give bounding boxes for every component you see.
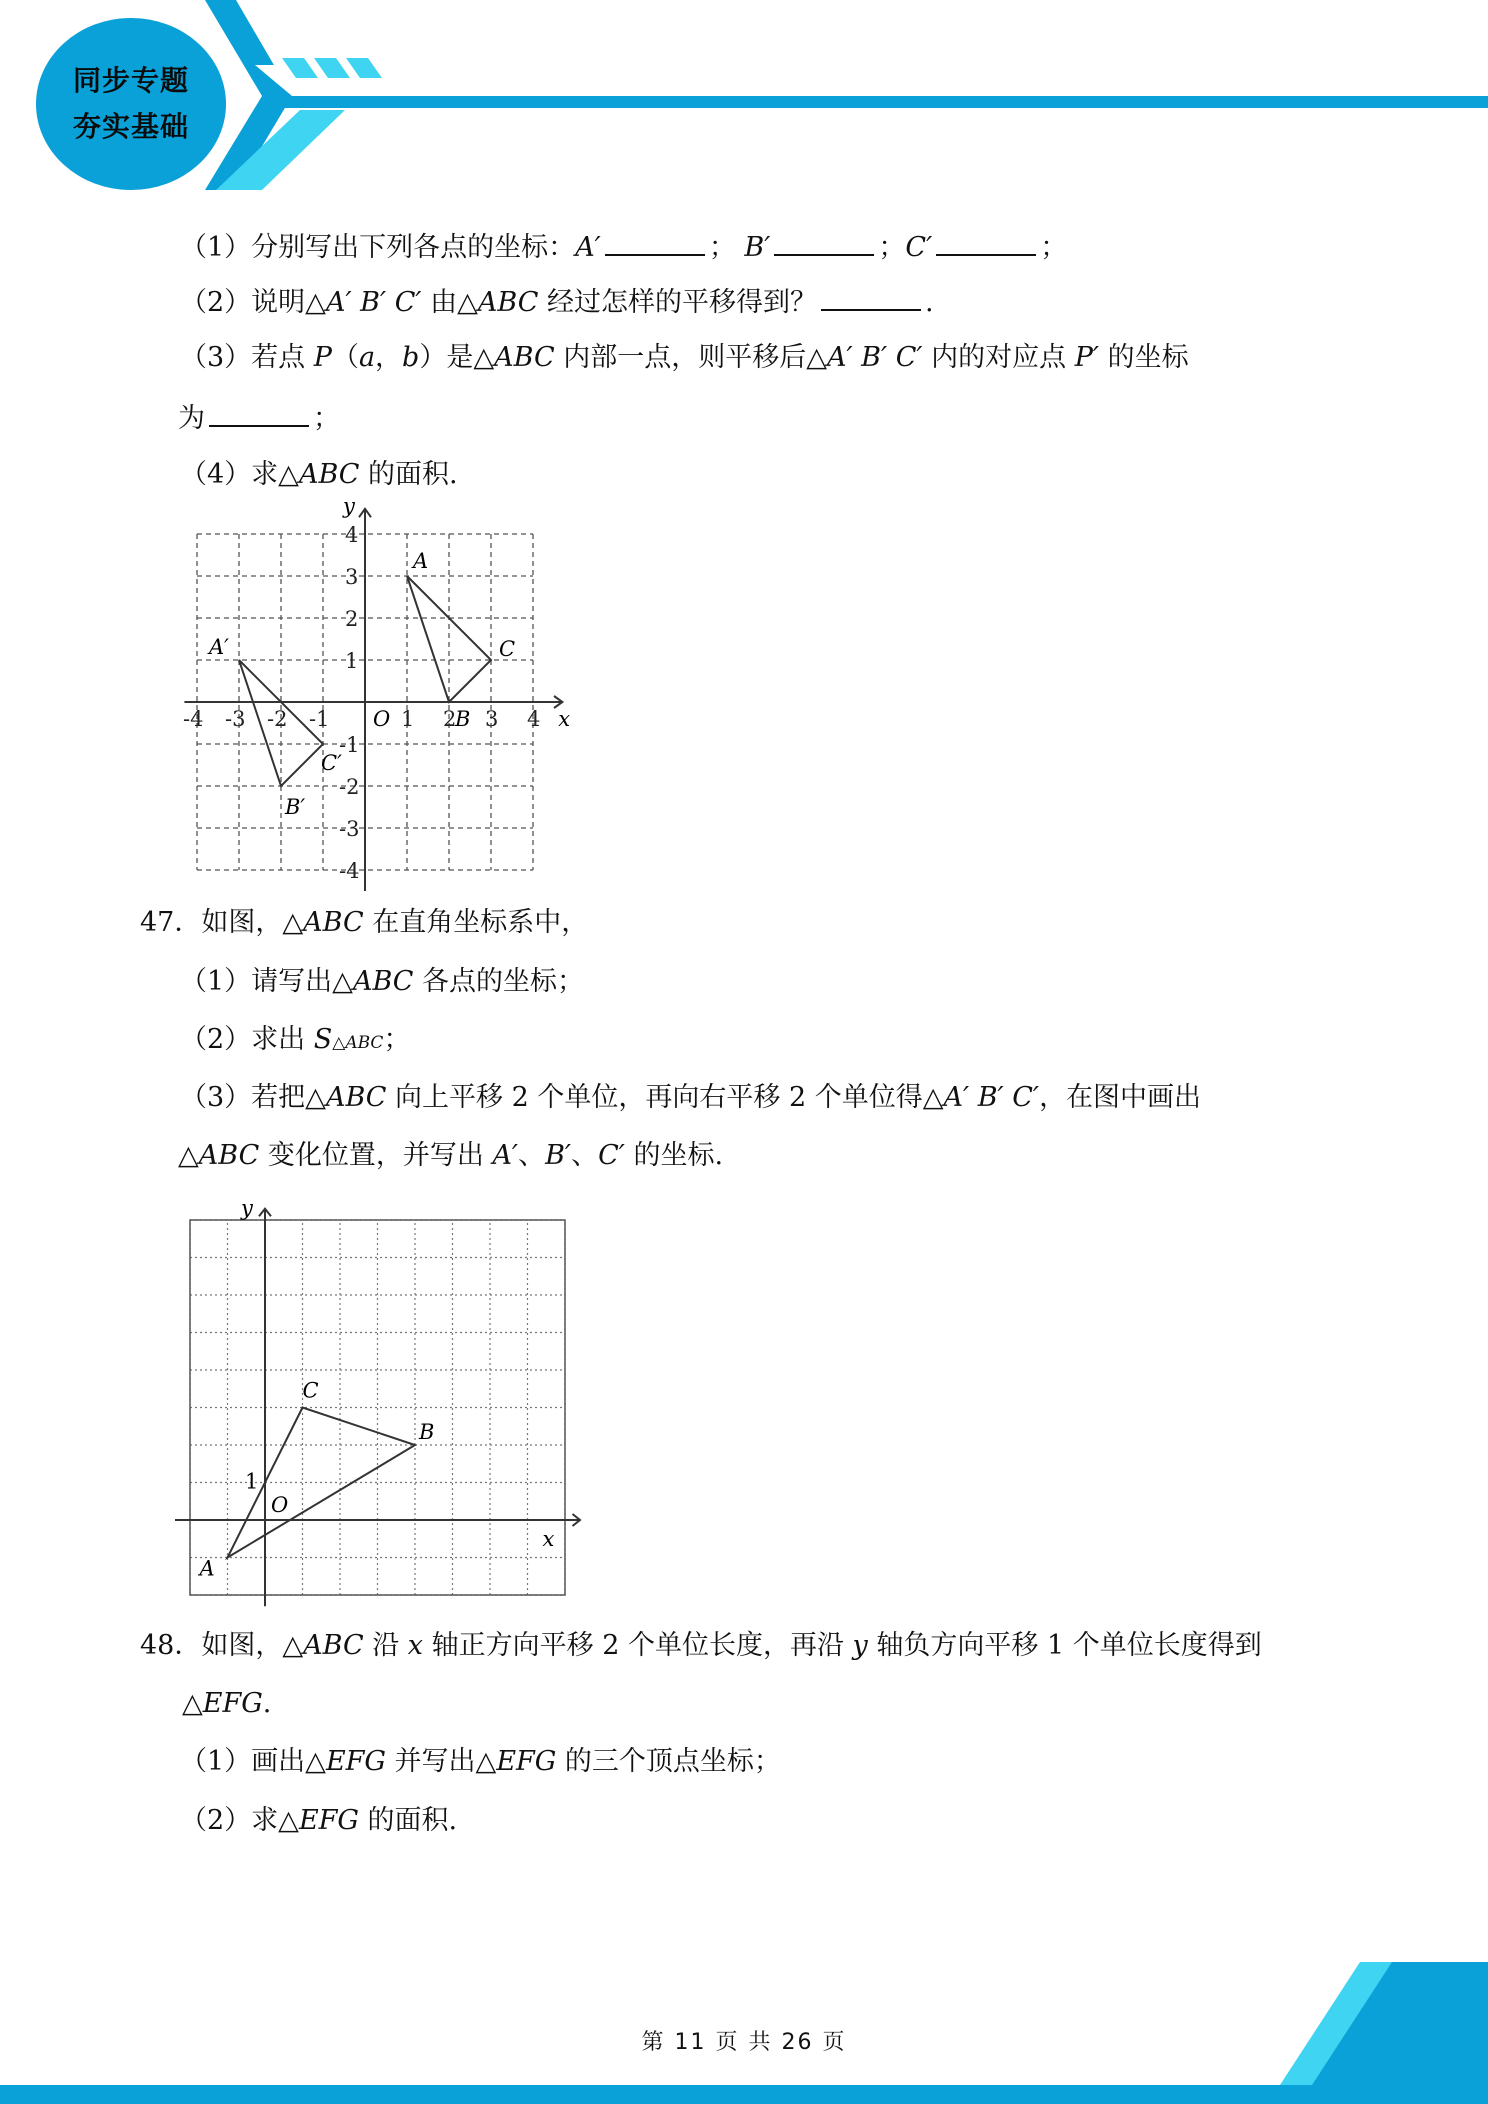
page-number: 第 11 页 共 26 页 (641, 2030, 847, 2055)
sep: ； (878, 232, 906, 263)
t: A′ (492, 1140, 519, 1171)
q46-cp: C′ (905, 232, 933, 263)
t: a (358, 342, 376, 373)
q46-part3 (180, 341, 1189, 375)
t: （4）求△ (180, 459, 299, 490)
t: 内的对应点 (922, 342, 1075, 373)
t: △ (178, 1140, 199, 1171)
t: EFG (496, 1746, 557, 1777)
x-tick-label: -1 (309, 707, 330, 731)
y-axis-label: y (343, 500, 355, 518)
point-label-ap: A′ (209, 635, 229, 659)
x-tick-label: 2 (443, 707, 457, 731)
t: 各点的坐标； (413, 966, 585, 997)
t: （2）求△ (180, 1805, 299, 1836)
q48-part2 (180, 1804, 457, 1838)
t: ABC (303, 907, 364, 938)
t: 、 (571, 1140, 599, 1171)
t: . (924, 287, 934, 318)
t: 沿 (363, 1630, 408, 1661)
x-tick-label: 3 (485, 707, 499, 731)
t: （ (331, 342, 359, 373)
x-tick-label: -4 (183, 707, 204, 731)
t: A′ B′ C′ (325, 287, 422, 318)
badge (36, 18, 226, 190)
t: ABC (325, 1082, 387, 1113)
t: A′ B′ C′ (943, 1082, 1040, 1113)
t: 48．如图，△ (140, 1630, 304, 1661)
y-tick-label: 1 (345, 649, 359, 673)
answer-blank (209, 399, 309, 427)
t: 并写出△ (385, 1746, 497, 1777)
triangle-abc (407, 576, 491, 702)
q46-bp: B′ (744, 232, 771, 263)
x-tick-label: -3 (225, 707, 246, 731)
y-tick-label: 4 (345, 523, 359, 547)
q47-part3 (180, 1081, 1201, 1115)
y-tick-label: -3 (339, 817, 360, 841)
q47-part1 (180, 965, 584, 999)
origin-label: O (373, 707, 391, 731)
t: ABC (494, 342, 555, 373)
t: 内部一点，则平移后△ (554, 342, 827, 373)
q46-part3-line2 (178, 399, 340, 436)
q46-part1-text: （1）分别写出下列各点的坐标： (180, 232, 576, 263)
t: 、 (518, 1140, 546, 1171)
t: x (407, 1630, 424, 1661)
answer-blank (774, 228, 874, 256)
t: ； (383, 1024, 411, 1055)
t: ABC (198, 1140, 260, 1171)
t: P′ (1074, 342, 1100, 373)
q48-title (140, 1629, 1262, 1663)
y-axis-label: y (241, 1195, 253, 1220)
t: ）是△ (419, 342, 495, 373)
badge-line1: 同步专题 (72, 64, 189, 97)
t: 在直角坐标系中， (363, 907, 589, 938)
t: 47．如图，△ (140, 907, 304, 938)
t: ABC (303, 1630, 364, 1661)
q47-part2 (180, 1023, 410, 1060)
t: 轴正方向平移 2 个单位长度，再沿 (423, 1630, 853, 1661)
t: 的坐标. (624, 1140, 724, 1171)
point-label-cp: C′ (321, 751, 342, 775)
t: △ (182, 1688, 203, 1719)
y-tick-label: -1 (339, 733, 360, 757)
t: 由△ (421, 287, 478, 318)
origin-label: O (271, 1493, 289, 1517)
t: b (402, 342, 420, 373)
t: . (262, 1688, 272, 1719)
t: 轴负方向平移 1 个单位长度得到 (867, 1630, 1262, 1661)
t: （2）求出 (180, 1024, 314, 1055)
t: P (313, 342, 332, 373)
point-label-c: C (499, 637, 516, 661)
q48-part1 (180, 1745, 781, 1779)
t: C′ (598, 1140, 625, 1171)
t: 的坐标 (1099, 342, 1189, 373)
q47-title (140, 906, 588, 940)
t: ； (313, 403, 340, 434)
y-tick-label: 2 (345, 607, 359, 631)
q46-part4 (180, 458, 458, 492)
t: 变化位置，并写出 (259, 1140, 493, 1171)
point-label-bp: B′ (285, 795, 306, 819)
unit-label: 1 (245, 1469, 259, 1494)
t: 的面积. (359, 459, 458, 490)
t: 为 (178, 403, 205, 434)
t: EFG (298, 1805, 359, 1836)
badge-line2: 夯实基础 (72, 110, 189, 143)
y-tick-label: -2 (339, 775, 360, 799)
answer-blank (605, 228, 705, 256)
point-label-b: B (419, 1420, 435, 1444)
q46-ap: A′ (575, 232, 601, 263)
y-tick-label: 3 (345, 565, 359, 589)
x-tick-label: 1 (401, 707, 415, 731)
t: 向上平移 2 个单位，再向右平移 2 个单位得△ (386, 1082, 944, 1113)
figure-1-coordinate-grid (170, 500, 570, 900)
q47-part3-line2 (178, 1139, 723, 1173)
q48-line2 (182, 1687, 271, 1721)
t: EFG (202, 1688, 263, 1719)
figure-2-coordinate-grid (170, 1190, 590, 1610)
t: （1）画出△ (180, 1746, 326, 1777)
t: （1）请写出△ (180, 966, 353, 997)
point-label-a: A (199, 1556, 215, 1581)
t: EFG (325, 1746, 386, 1777)
page-header (0, 0, 1488, 200)
x-axis-label: x (542, 1527, 555, 1551)
t: S (313, 1024, 333, 1055)
x-tick-label: -2 (267, 707, 288, 731)
t: ，在图中画出 (1039, 1082, 1202, 1113)
y-tick-label: -4 (339, 859, 360, 883)
t: B′ (545, 1140, 572, 1171)
t: ， (375, 342, 403, 373)
t: （3）若点 (180, 342, 314, 373)
t: △ABC (332, 1033, 384, 1053)
t: 经过怎样的平移得到？ (538, 287, 817, 318)
point-label-c: C (302, 1378, 319, 1403)
point-label-b: B (455, 707, 471, 731)
t: 的三个顶点坐标； (556, 1746, 781, 1777)
t: ABC (477, 287, 539, 318)
sep: ； (1040, 232, 1068, 263)
sep: ； (708, 232, 736, 263)
t: ABC (352, 966, 414, 997)
t: （3）若把△ (180, 1082, 326, 1113)
q46-part1 (180, 228, 1067, 265)
t: 的面积. (358, 1805, 458, 1836)
x-tick-label: 4 (527, 707, 541, 731)
answer-blank (936, 228, 1036, 256)
t: （2）说明△ (180, 287, 326, 318)
answer-blank (821, 283, 921, 311)
x-axis-label: x (558, 707, 570, 731)
t: ABC (298, 459, 360, 490)
t: A′ B′ C′ (826, 342, 923, 373)
point-label-a: A (413, 549, 429, 573)
q46-part2 (180, 283, 934, 320)
t: y (852, 1630, 868, 1661)
